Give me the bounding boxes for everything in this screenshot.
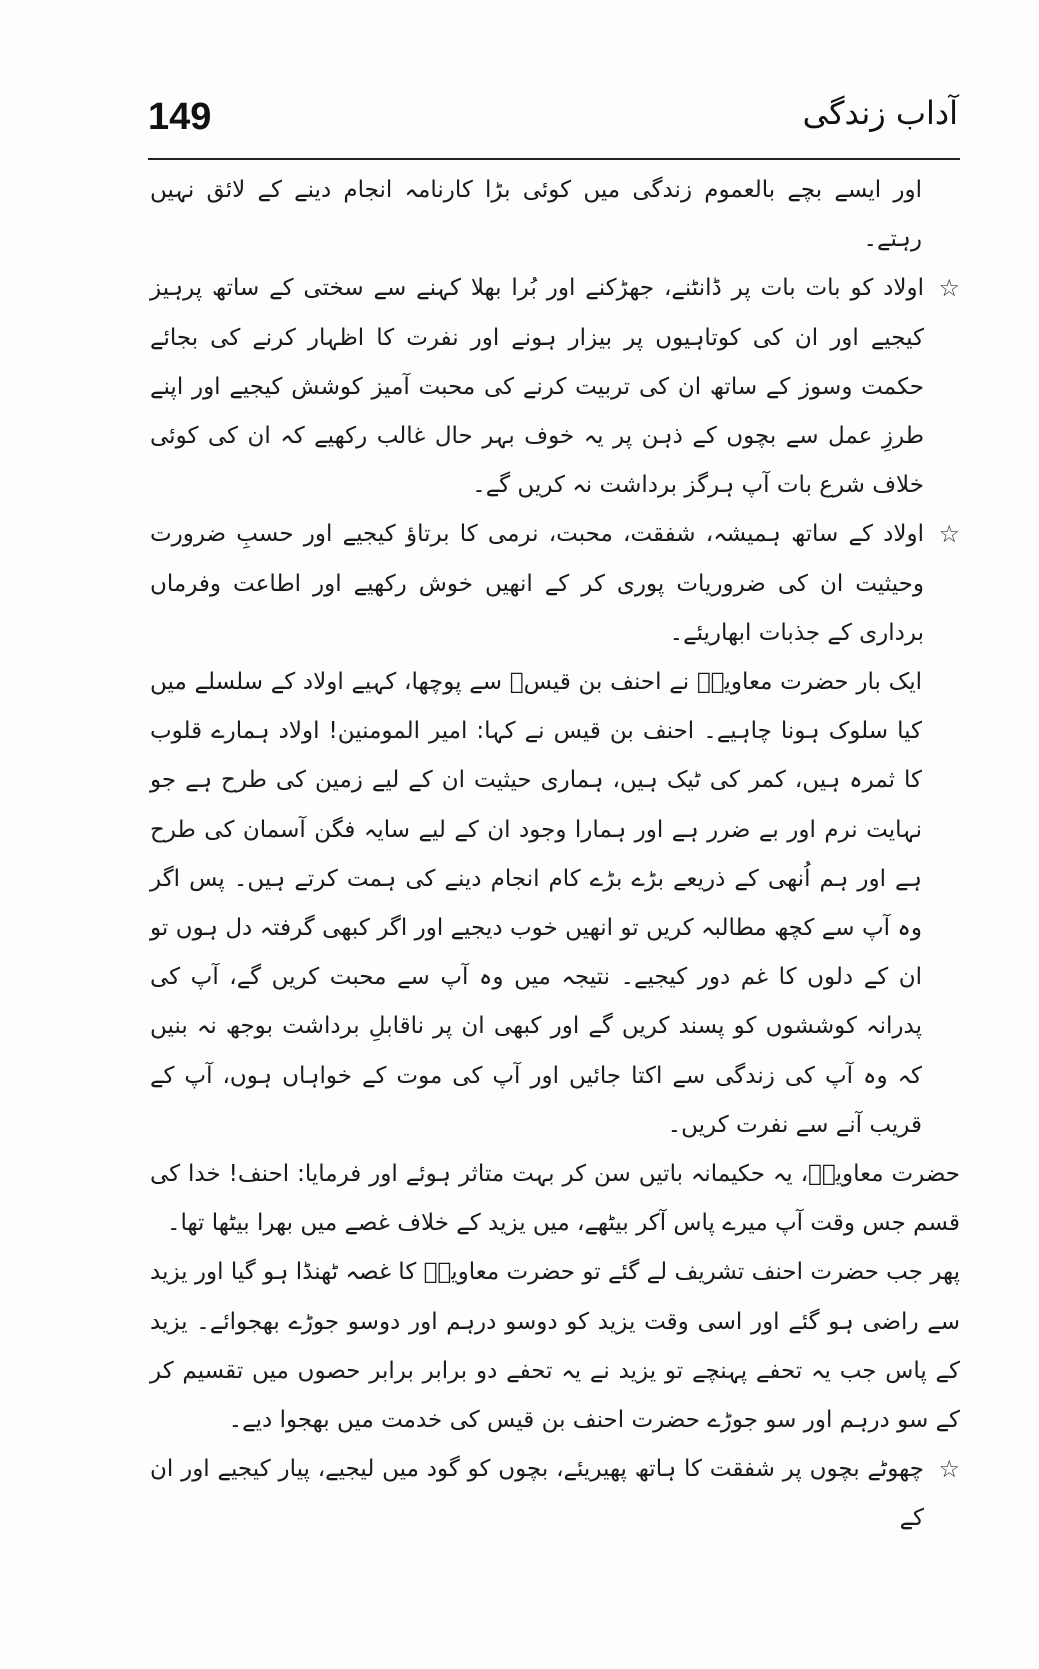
star-outline-icon: ☆ (938, 274, 960, 303)
paragraph-text: حضرت معاویہؓ، یہ حکیمانہ باتیں سن کر بہت متاثر ہوئے اور فرمایا: احنف! خدا کی قسم جس وقت آپ میرے پاس آکر بیٹھے، میں یزید کے خلاف غصے میں بھرا بیٹھا تھا۔ (150, 1161, 960, 1237)
paragraph-text: چھوٹے بچوں پر شفقت کا ہاتھ پھیریئے، بچوں کو گود میں لیجیے، پیار کیجیے اور ان کے (150, 1456, 924, 1532)
header-divider (148, 158, 960, 160)
page-number: 149 (148, 96, 212, 138)
paragraph (150, 1248, 960, 1445)
paragraph-text: پھر جب حضرت احنف تشریف لے گئے تو حضرت معاویہؓ کا غصہ ٹھنڈا ہو گیا اور یزید سے راضی ہو گئے اور اسی وقت یزید کو دوسو درہم اور دوسو جوڑے بھجوائے۔ یزید کے پاس جب یہ تحفے پہنچے تو یزید نے یہ تحفے دو برابر برابر حصوں میں تقسیم کر کے سو درہم اور سو جوڑے حضرت احنف بن قیس کی خدمت میں بھجوا دیے۔ (150, 1259, 960, 1434)
page-header (148, 88, 958, 152)
paragraph-text: اولاد کو بات بات پر ڈانٹنے، جھڑکنے اور بُرا بھلا کہنے سے سختی کے ساتھ پرہیز کیجیے اور ان کی کوتاہیوں پر بیزار ہونے اور نفرت کا اظہار کرنے کی بجائے حکمت وسوز کے ساتھ ان کی تربیت کرنے کی محبت آمیز کوشش کیجیے اور اپنے طرزِ عمل سے بچوں کے ذہن پر یہ خوف بہر حال غالب رکھیے کہ ان کی کوئی خلاف شرع بات آپ ہرگز برداشت نہ کریں گے۔ (150, 275, 924, 499)
star-outline-icon: ☆ (938, 520, 960, 549)
paragraph (150, 1150, 960, 1248)
paragraph (150, 166, 960, 264)
paragraph (150, 658, 960, 1150)
paragraph-text: اولاد کے ساتھ ہمیشہ، شفقت، محبت، نرمی کا برتاؤ کیجیے اور حسبِ ضرورت وحیثیت ان کی ضروریات پوری کر کے انھیں خوش رکھیے اور اطاعت وفرماں برداری کے جذبات ابھاریئے۔ (150, 521, 924, 646)
paragraph-text: ایک بار حضرت معاویہؓ نے احنف بن قیسؓ سے پوچھا، کہیے اولاد کے سلسلے میں کیا سلوک ہونا چاہیے۔ احنف بن قیس نے کہا: امیر المومنین! اولاد ہمارے قلوب کا ثمرہ ہیں، کمر کی ٹیک ہیں، ہماری حیثیت ان کے لیے زمین کی طرح ہے جو نہایت نرم اور بے ضرر ہے اور ہمارا وجود ان کے لیے سایہ فگن آسمان کی طرح ہے اور ہم اُنھی کے ذریعے بڑے بڑے کام انجام دینے کی ہمت کرتے ہیں۔ پس اگر وہ آپ سے کچھ مطالبہ کریں تو انھیں خوب دیجیے اور اگر کبھی گرفتہ دل ہوں تو ان کے دلوں کا غم دور کیجیے۔ نتیجہ میں وہ آپ سے محبت کریں گے، آپ کی پدرانہ کوششوں کو پسند کریں گے اور کبھی ان پر ناقابلِ برداشت بوجھ نہ بنیں کہ وہ آپ کی زندگی سے اکتا جائیں اور آپ کی موت کے خواہاں ہوں، آپ کے قریب آنے سے نفرت کریں۔ (150, 669, 922, 1138)
bullet-paragraph (150, 1445, 960, 1543)
bullet-paragraph (150, 510, 960, 658)
running-title: آداب زندگی (802, 94, 958, 132)
body-text (150, 166, 960, 1544)
bullet-paragraph (150, 264, 960, 510)
paragraph-text: اور ایسے بچے بالعموم زندگی میں کوئی بڑا کارنامہ انجام دینے کے لائق نہیں رہتے۔ (150, 177, 922, 253)
star-outline-icon: ☆ (938, 1455, 960, 1484)
